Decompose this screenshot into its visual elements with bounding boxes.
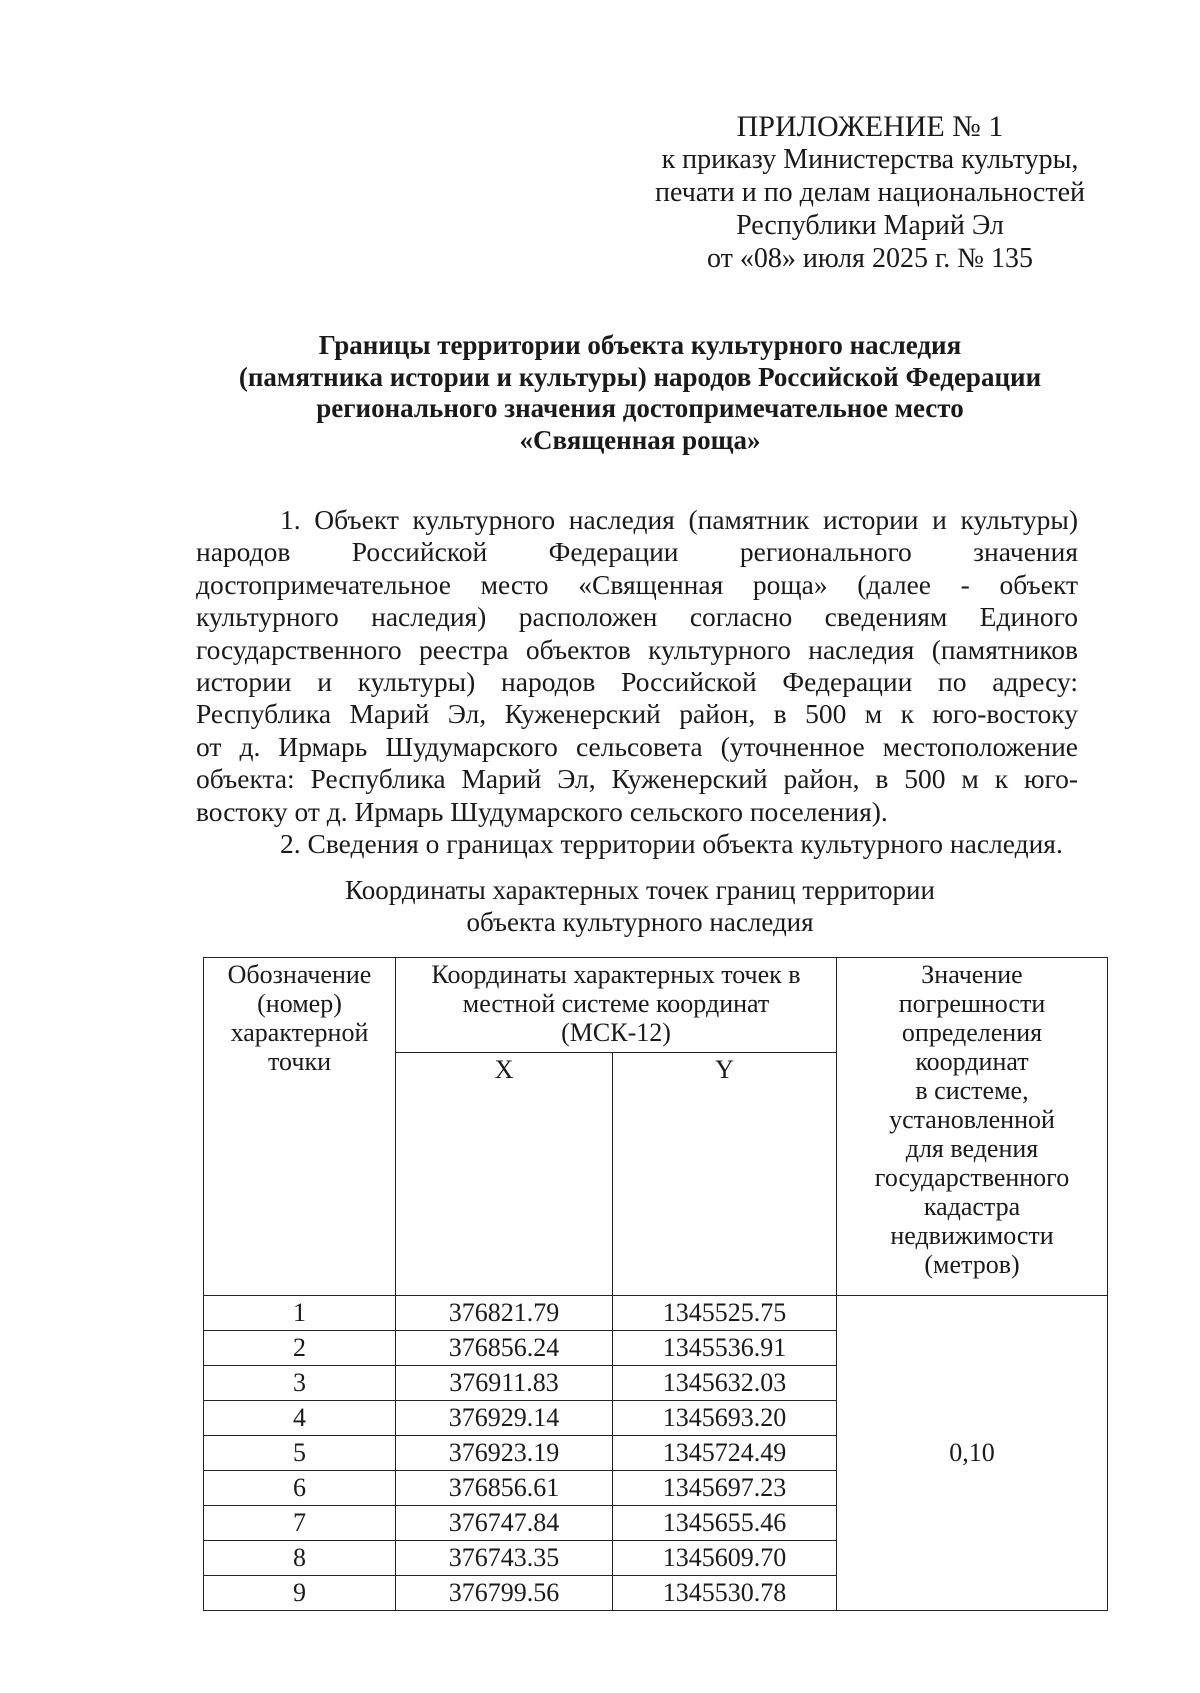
header-text: Обозначение [227, 960, 372, 989]
paragraph-2-line: 2. Сведения о границах территории объекта культурного наследия. [280, 828, 1063, 860]
header-y: Y [613, 1053, 837, 1296]
header-x: X [396, 1053, 613, 1296]
body-paragraphs [196, 504, 1078, 860]
coord-x: 376856.24 [396, 1331, 613, 1366]
coord-x: 376799.56 [396, 1576, 613, 1611]
header-text: Координаты характерных точек в [431, 960, 801, 989]
point-number: 2 [204, 1331, 396, 1366]
paragraph-1-line: объекта: Республика Марий Эл, Куженерский район, в 500 м к юго- [196, 763, 1078, 795]
error-value: 0,10 [837, 1296, 1108, 1611]
paragraph-1-line: востоку от д. Ирмарь Шудумарского сельского поселения). [196, 795, 888, 827]
point-number: 9 [204, 1576, 396, 1611]
appendix-heading: ПРИЛОЖЕНИЕ № 1 [736, 110, 1004, 143]
header-text: для ведения [905, 1134, 1039, 1163]
coord-y: 1345632.03 [613, 1366, 837, 1401]
coordinates-table [203, 957, 1108, 1611]
appendix-block [620, 110, 1120, 275]
header-text: погрешности [898, 989, 1046, 1018]
paragraph-1-line: народов Российской Федерации регионального значения [196, 536, 1078, 568]
title-line: (памятника истории и культуры) народов Российской Федерации [238, 361, 1042, 392]
point-number: 8 [204, 1541, 396, 1576]
table-caption [220, 875, 1060, 938]
paragraph-1-line: достопримечательное место «Священная роща» (далее - объект [196, 568, 1078, 600]
header-text: определения [901, 1018, 1043, 1047]
header-text: (номер) [257, 989, 342, 1018]
coord-x: 376929.14 [396, 1401, 613, 1436]
caption-line: объекта культурного наследия [466, 906, 814, 937]
paragraph-1-line: от д. Ирмарь Шудумарского сельсовета (уточненное местоположение [196, 730, 1078, 762]
appendix-date: от «08» июля 2025 г. № 135 [707, 243, 1033, 274]
coord-y: 1345609.70 [613, 1541, 837, 1576]
coord-y: 1345697.23 [613, 1471, 837, 1506]
header-text: характерной [230, 1018, 369, 1047]
header-text: Значение [921, 960, 1023, 989]
coord-x: 376923.19 [396, 1436, 613, 1471]
coord-y: 1345536.91 [613, 1331, 837, 1366]
paragraph-1-line: 1. Объект культурного наследия (памятник истории и культуры) [280, 504, 1078, 535]
header-text: кадастра [923, 1192, 1021, 1221]
header-text: точки [268, 1047, 331, 1076]
point-number: 1 [204, 1296, 396, 1331]
header-coordinates [396, 958, 837, 1053]
table-row [204, 1296, 1108, 1331]
header-error-value [837, 958, 1108, 1296]
coord-x: 376856.61 [396, 1471, 613, 1506]
point-number: 7 [204, 1506, 396, 1541]
point-number: 5 [204, 1436, 396, 1471]
header-text: местной системе координат [462, 989, 770, 1018]
coord-x: 376821.79 [396, 1296, 613, 1331]
title-line: регионального значения достопримечательное место [316, 393, 964, 423]
coord-x: 376743.35 [396, 1541, 613, 1576]
coord-y: 1345525.75 [613, 1296, 837, 1331]
point-number: 6 [204, 1471, 396, 1506]
header-text: (МСК-12) [561, 1018, 671, 1047]
header-text: недвижимости [890, 1221, 1054, 1250]
header-text: (метров) [924, 1250, 1020, 1279]
coord-y: 1345724.49 [613, 1436, 837, 1471]
caption-line: Координаты характерных точек границ территории [345, 875, 935, 905]
title-line: «Священная роща» [519, 424, 761, 455]
paragraph-1-line: Республика Марий Эл, Куженерский район, в 500 м к юго-востоку [196, 698, 1078, 730]
point-number: 3 [204, 1366, 396, 1401]
header-text: государственного [874, 1163, 1070, 1192]
header-point-number [204, 958, 396, 1296]
document-title [150, 330, 1130, 456]
coord-x: 376747.84 [396, 1506, 613, 1541]
coord-y: 1345693.20 [613, 1401, 837, 1436]
appendix-line: к приказу Министерства культуры, [661, 144, 1079, 175]
header-text: установленной [889, 1105, 1055, 1134]
paragraph-1-line: культурного наследия) расположен согласно сведениям Единого [196, 601, 1078, 633]
coord-x: 376911.83 [396, 1366, 613, 1401]
coord-y: 1345530.78 [613, 1576, 837, 1611]
header-text: координат [915, 1047, 1029, 1076]
coord-y: 1345655.46 [613, 1506, 837, 1541]
point-number: 4 [204, 1401, 396, 1436]
appendix-line: печати и по делам национальностей [654, 177, 1086, 208]
title-line: Границы территории объекта культурного наследия [318, 330, 962, 360]
appendix-line: Республики Марий Эл [736, 210, 1004, 241]
header-text: в системе, [915, 1076, 1029, 1105]
paragraph-1-line: истории и культуры) народов Российской Федерации по адресу: [196, 666, 1078, 698]
paragraph-1-line: государственного реестра объектов культурного наследия (памятников [196, 633, 1078, 665]
